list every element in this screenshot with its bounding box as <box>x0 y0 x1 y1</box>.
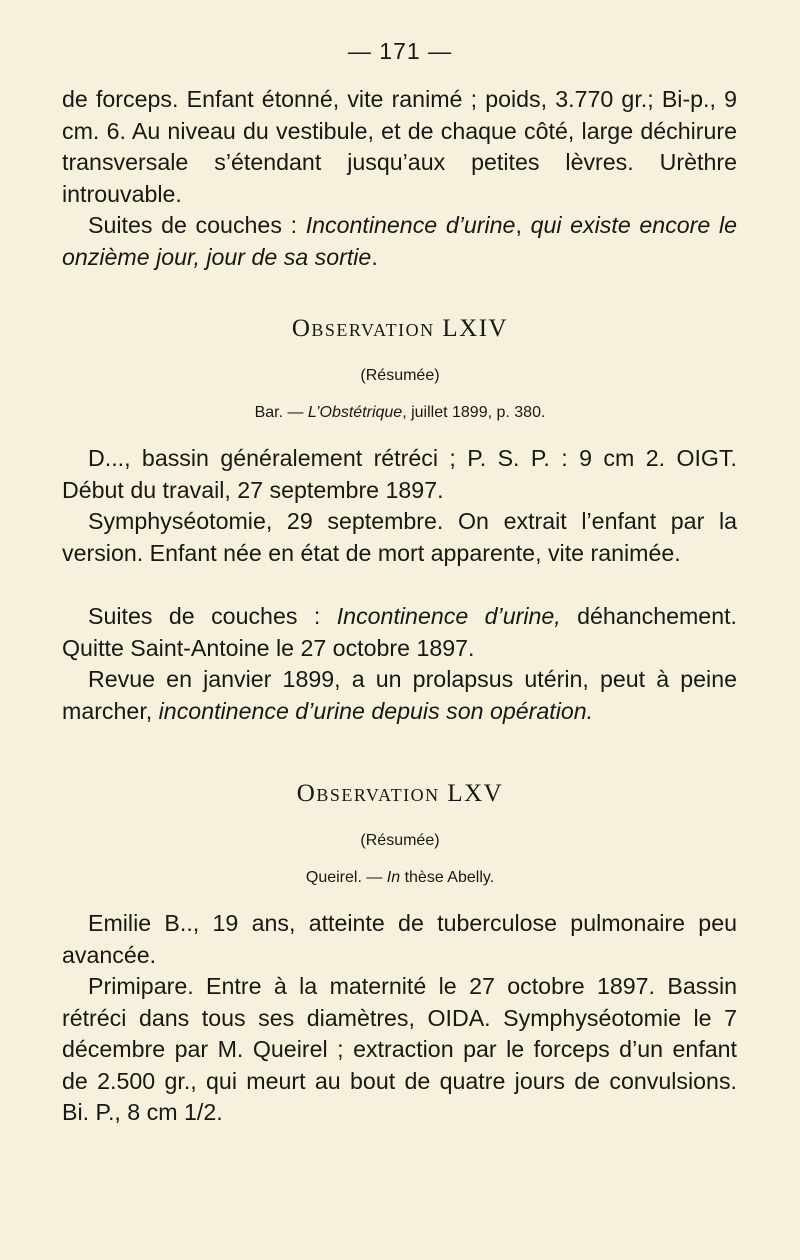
observation-64-title: Observation LXIV <box>291 315 509 342</box>
paragraph-text: de forceps. Enfant étonné, vite ranimé ; poids, 3.770 gr.; Bi-p., 9 cm. 6. Au niveau du vestibule, et de chaque côté, large déchirure transversale s’étendant jusqu’aux petites lèvres. Urèthre introuvable. <box>62 86 737 207</box>
text-lead: Suites de couches : <box>88 603 337 629</box>
source-lead: Queirel. — <box>305 869 387 886</box>
paragraph-forceps <box>62 84 737 210</box>
text-italic-2: qui existe encore le onzième jour, jour de sa sortie <box>62 212 738 270</box>
text-lead: Suites de couches : <box>88 212 306 238</box>
source-italic: L’Obstétrique <box>307 404 403 421</box>
observation-65-title: Observation LXV <box>296 780 504 807</box>
paragraph-suites-couches <box>62 210 737 273</box>
source-end: , juillet 1899, p. 380. <box>402 404 546 421</box>
page-number: — 171 — <box>347 38 453 64</box>
source-lead: Bar. — <box>254 404 308 421</box>
observation-65-source <box>0 869 800 887</box>
text-italic: incontinence d’urine depuis son opération. <box>158 697 594 724</box>
observation-64-paragraph-2: Symphyséotomie, 29 septembre. On extrait l’enfant par la version. Enfant née en état de mort apparente, vite ranimée. <box>62 508 737 566</box>
observation-64-paragraph-1: D..., bassin généralement rétréci ; P. S. P. : 9 cm 2. OIGT. Début du travail, 27 septembre 1897. <box>62 445 737 503</box>
observation-65-paragraph-2: Primipare. Entre à la maternité le 27 octobre 1897. Bassin rétréci dans tous ses diamètres, OIDA. Symphyséotomie le 7 décembre par M. Queirel ; extraction par le forceps d’un enfant de 2.500 gr., qui meurt au bout de quatre jours de convulsions. Bi. P., 8 cm 1/2. <box>62 973 737 1126</box>
observation-64-paragraph-3 <box>62 601 737 664</box>
observation-64-subtitle: (Résumée) <box>360 367 440 384</box>
observation-65-paragraph-1: Emilie B.., 19 ans, atteinte de tuberculose pulmonaire peu avancée. <box>62 910 737 968</box>
text-end: déhanchement. Quitte Saint-Antoine le 27 octobre 1897. <box>62 603 737 661</box>
text-italic: Incontinence d’urine, <box>336 603 561 629</box>
observation-65-subtitle: (Résumée) <box>360 832 440 849</box>
observation-64-paragraph-4 <box>62 664 737 727</box>
observation-64-source <box>0 404 800 422</box>
source-end: thèse Abelly. <box>400 869 495 886</box>
text-italic: Incontinence d’urine <box>305 212 516 238</box>
text-sep: , <box>515 212 531 238</box>
text-lead: Revue en janvier 1899, a un prolapsus utérin, peut à peine marcher, <box>62 666 737 724</box>
text-end: . <box>371 243 378 270</box>
source-italic: In <box>386 869 401 886</box>
